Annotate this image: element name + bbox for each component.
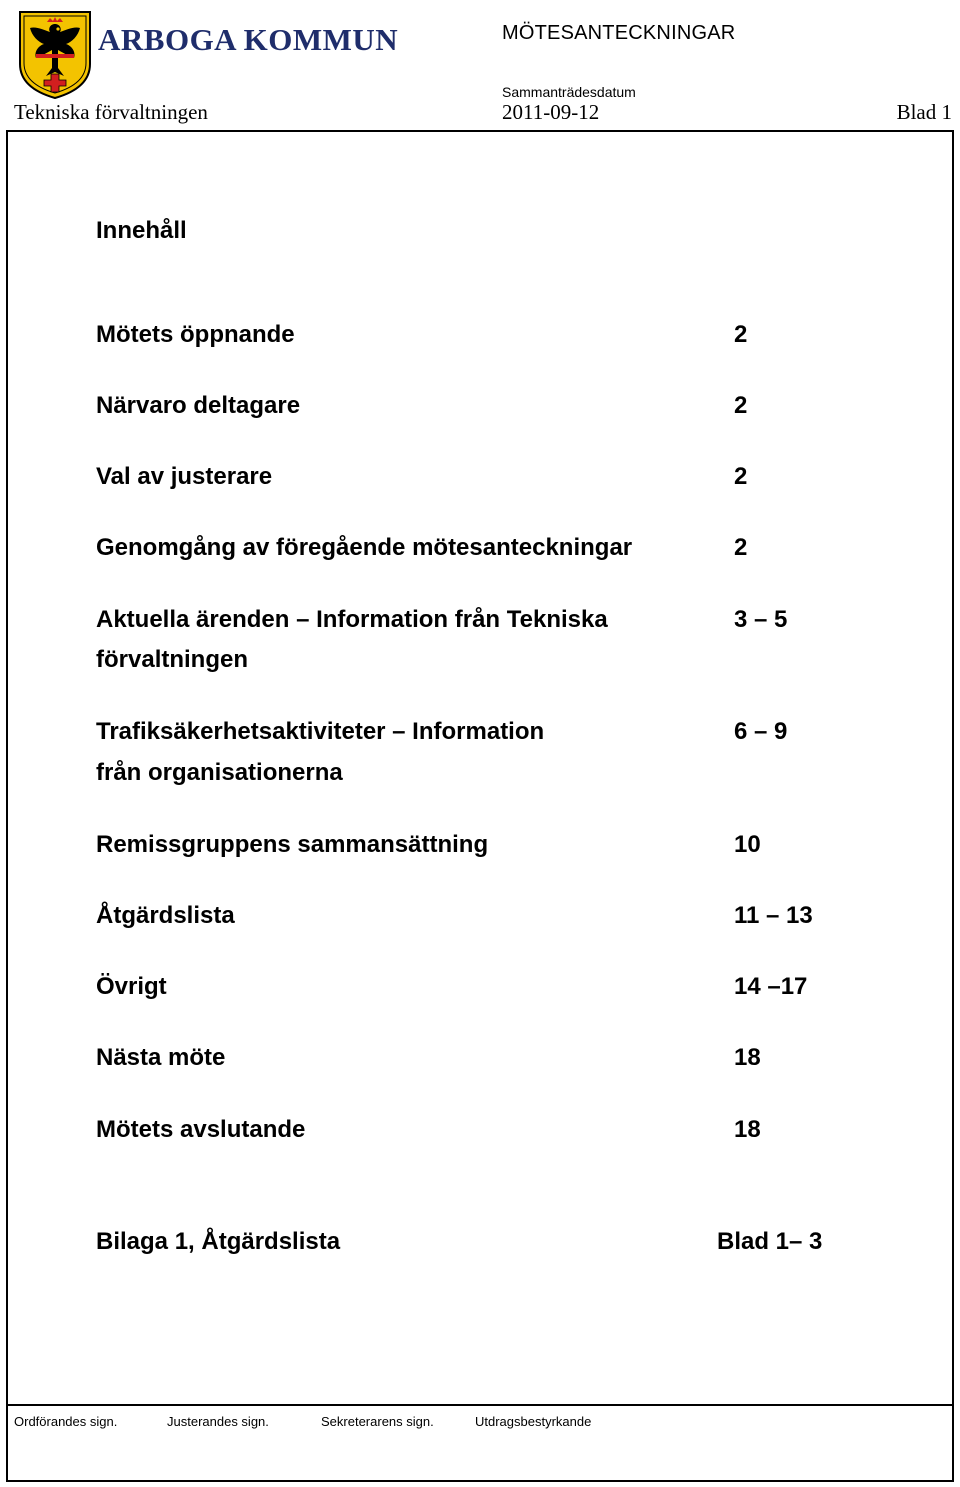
toc-item-page: 10 [734,831,761,858]
toc-item-label: Nästa möte [96,1044,226,1071]
toc-item-label: Övrigt [96,973,167,1000]
adjuster-sign-label: Justerandes sign. [167,1414,269,1429]
toc-item-label-continued: från organisationerna [96,759,343,786]
toc-item-label: Genomgång av föregående mötesanteckningar [96,534,633,561]
toc-item-page: 2 [734,392,748,419]
toc-item-page: 18 [734,1044,761,1071]
toc-item-page: 6 – 9 [734,718,788,745]
toc-item-label: Remissgruppens sammansättning [96,831,489,858]
arboga-kommun-logo [14,8,399,100]
org-name: ARBOGA KOMMUN [98,22,399,57]
toc-item-page: 2 [734,321,748,348]
toc-item-page: 14 –17 [734,973,808,1000]
toc-item-page: 3 – 5 [734,606,788,633]
toc-item-page: 11 – 13 [734,902,813,929]
toc-item-label: Mötets öppnande [96,321,295,348]
toc-item-page: 2 [734,534,748,561]
toc-title: Innehåll [96,217,187,244]
date-label: Sammanträdesdatum [502,84,636,100]
chair-sign-label: Ordförandes sign. [14,1414,118,1429]
toc-item-label: Trafiksäkerhetsaktiviteter – Information [96,718,545,745]
document-type: MÖTESANTECKNINGAR [502,22,736,44]
toc-item-label-continued: förvaltningen [96,646,249,673]
toc-item-label: Mötets avslutande [96,1116,306,1143]
certified-label: Utdragsbestyrkande [475,1414,592,1429]
toc-item-label: Val av justerare [96,463,273,490]
toc-item-label: Aktuella ärenden – Information från Tekniska [96,606,608,633]
department-name: Tekniska förvaltningen [14,100,208,124]
appendix-label: Bilaga 1, Åtgärdslista [96,1228,341,1255]
toc-item-page: 2 [734,463,748,490]
toc-item-label: Närvaro deltagare [96,392,301,419]
toc-item-label: Åtgärdslista [96,902,235,929]
meeting-date: 2011-09-12 [502,100,600,124]
sheet-number: Blad 1 [896,100,952,124]
secretary-sign-label: Sekreterarens sign. [321,1414,434,1429]
appendix-page: Blad 1– 3 [717,1228,823,1255]
toc-item-page: 18 [734,1116,761,1143]
